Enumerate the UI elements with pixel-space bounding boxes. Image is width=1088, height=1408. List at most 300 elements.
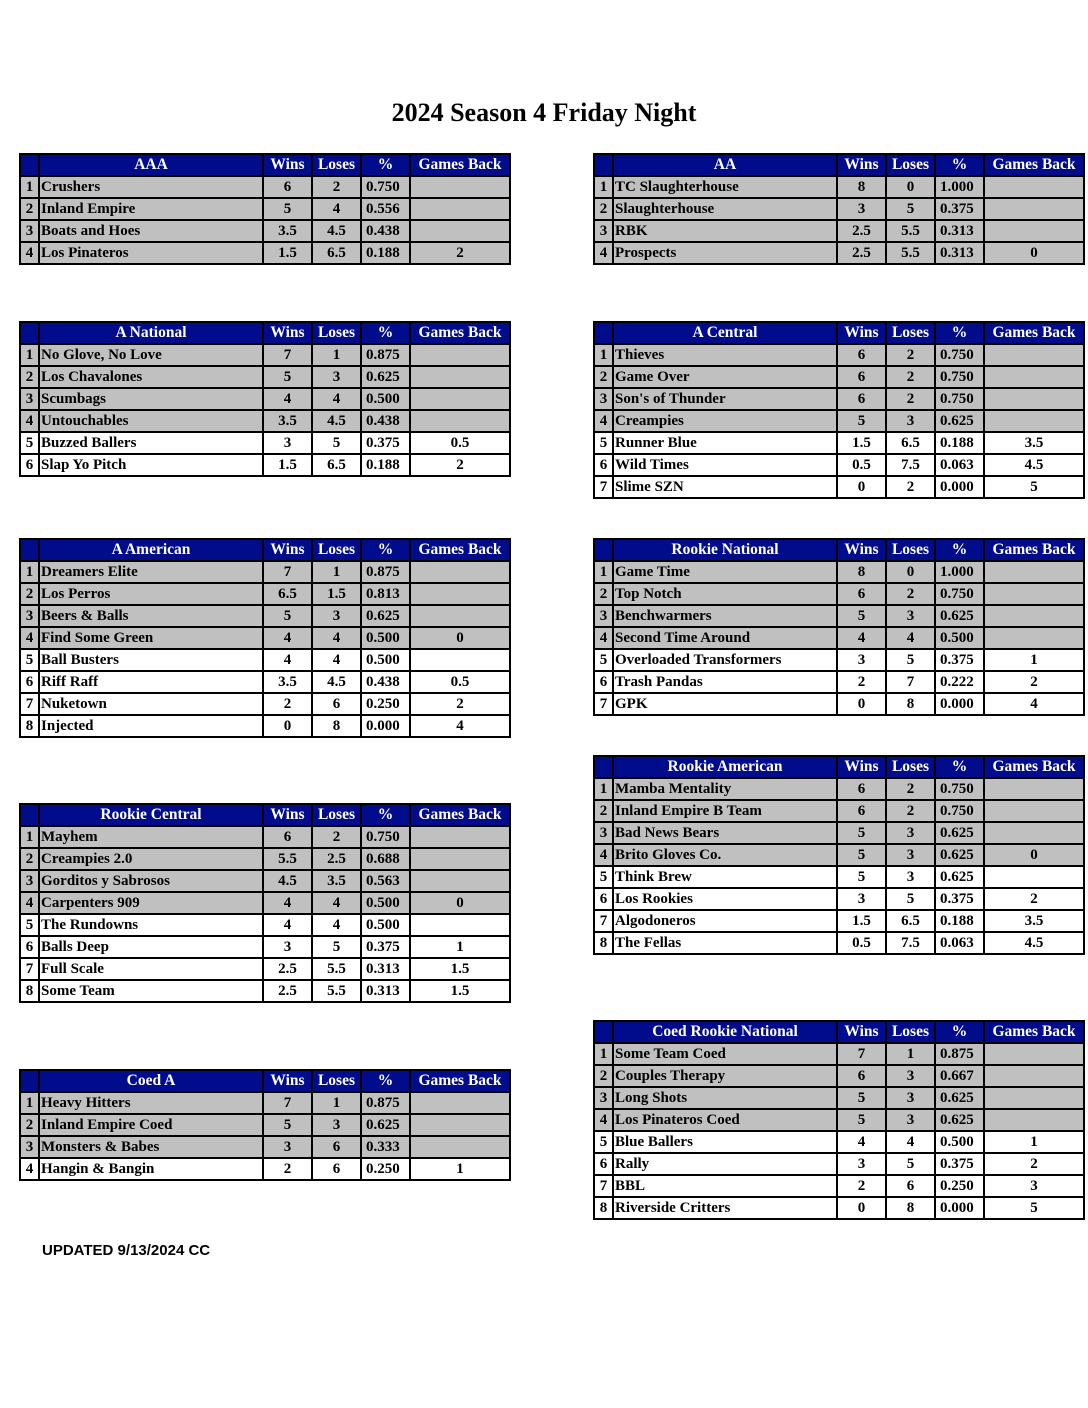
games-back-cell — [984, 176, 1084, 198]
pct-cell: 0.000 — [935, 693, 984, 715]
wins-cell: 2 — [263, 1158, 312, 1180]
table-row — [594, 432, 1084, 454]
wins-cell: 2.5 — [263, 980, 312, 1002]
loses-cell: 5.5 — [312, 958, 361, 980]
wins-cell: 6 — [837, 1065, 886, 1087]
loses-cell: 3 — [886, 410, 935, 432]
table-row — [20, 826, 510, 848]
wins-cell: 5 — [837, 822, 886, 844]
rank-cell: 8 — [20, 980, 39, 1002]
table-row — [594, 388, 1084, 410]
team-name: Game Time — [613, 561, 837, 583]
team-name: Ball Busters — [39, 649, 263, 671]
rank-cell: 5 — [20, 914, 39, 936]
pct-cell: 0.875 — [935, 1043, 984, 1065]
header-pct: % — [361, 1070, 410, 1092]
games-back-cell — [984, 800, 1084, 822]
team-name: Inland Empire B Team — [613, 800, 837, 822]
table-row — [20, 870, 510, 892]
pct-cell: 0.313 — [935, 242, 984, 264]
games-back-cell: 2 — [410, 454, 510, 476]
team-name: Trash Pandas — [613, 671, 837, 693]
games-back-cell — [410, 388, 510, 410]
pct-cell: 0.813 — [361, 583, 410, 605]
loses-cell: 4.5 — [312, 671, 361, 693]
table-row — [594, 583, 1084, 605]
games-back-cell — [410, 410, 510, 432]
header-pct: % — [935, 1021, 984, 1043]
team-name: Heavy Hitters — [39, 1092, 263, 1114]
rank-cell: 6 — [594, 1153, 613, 1175]
wins-cell: 6 — [837, 388, 886, 410]
table-row — [20, 693, 510, 715]
header-rank — [20, 154, 39, 176]
rank-cell: 1 — [594, 561, 613, 583]
pct-cell: 0.688 — [361, 848, 410, 870]
pct-cell: 0.313 — [361, 980, 410, 1002]
team-name: Crushers — [39, 176, 263, 198]
games-back-cell — [984, 1065, 1084, 1087]
team-name: Inland Empire Coed — [39, 1114, 263, 1136]
team-name: Injected — [39, 715, 263, 737]
wins-cell: 2.5 — [837, 242, 886, 264]
wins-cell: 3 — [837, 198, 886, 220]
team-name: Think Brew — [613, 866, 837, 888]
pct-cell: 0.063 — [935, 454, 984, 476]
table-header — [20, 154, 510, 176]
team-name: Slap Yo Pitch — [39, 454, 263, 476]
games-back-cell: 5 — [984, 1197, 1084, 1219]
wins-cell: 0.5 — [837, 454, 886, 476]
division-name: A American — [39, 539, 263, 561]
rank-cell: 5 — [594, 649, 613, 671]
rank-cell: 1 — [20, 826, 39, 848]
games-back-cell — [410, 1114, 510, 1136]
standings-table-rookie-american — [593, 755, 1085, 955]
team-name: RBK — [613, 220, 837, 242]
table-row — [20, 344, 510, 366]
division-name: Rookie National — [613, 539, 837, 561]
table-header — [594, 756, 1084, 778]
team-name: Los Pinateros Coed — [613, 1109, 837, 1131]
pct-cell: 0.625 — [935, 866, 984, 888]
table-row — [594, 932, 1084, 954]
header-wins: Wins — [263, 322, 312, 344]
wins-cell: 7 — [263, 561, 312, 583]
standings-table-a-central — [593, 321, 1085, 499]
games-back-cell — [410, 649, 510, 671]
pct-cell: 0.375 — [935, 888, 984, 910]
table-row — [20, 1136, 510, 1158]
table-row — [594, 198, 1084, 220]
rank-cell: 2 — [594, 800, 613, 822]
pct-cell: 0.875 — [361, 1092, 410, 1114]
wins-cell: 6.5 — [263, 583, 312, 605]
rank-cell: 3 — [594, 605, 613, 627]
games-back-cell: 2 — [984, 888, 1084, 910]
games-back-cell: 0 — [984, 242, 1084, 264]
rank-cell: 2 — [20, 1114, 39, 1136]
pct-cell: 0.222 — [935, 671, 984, 693]
loses-cell: 1 — [886, 1043, 935, 1065]
games-back-cell — [984, 605, 1084, 627]
table-row — [594, 866, 1084, 888]
pct-cell: 0.188 — [935, 910, 984, 932]
pct-cell: 0.750 — [935, 366, 984, 388]
pct-cell: 0.750 — [361, 176, 410, 198]
loses-cell: 3 — [886, 1087, 935, 1109]
pct-cell: 0.667 — [935, 1065, 984, 1087]
games-back-cell — [984, 388, 1084, 410]
wins-cell: 4.5 — [263, 870, 312, 892]
rank-cell: 7 — [594, 910, 613, 932]
pct-cell: 0.556 — [361, 198, 410, 220]
loses-cell: 1 — [312, 561, 361, 583]
team-name: Riverside Critters — [613, 1197, 837, 1219]
pct-cell: 0.625 — [935, 605, 984, 627]
header-loses: Loses — [312, 539, 361, 561]
games-back-cell — [410, 1092, 510, 1114]
pct-cell: 0.500 — [361, 914, 410, 936]
games-back-cell — [984, 410, 1084, 432]
loses-cell: 3 — [312, 366, 361, 388]
games-back-cell: 1 — [410, 1158, 510, 1180]
games-back-cell: 1.5 — [410, 958, 510, 980]
rank-cell: 1 — [20, 561, 39, 583]
games-back-cell — [410, 583, 510, 605]
loses-cell: 4.5 — [312, 220, 361, 242]
rank-cell: 7 — [594, 1175, 613, 1197]
team-name: Brito Gloves Co. — [613, 844, 837, 866]
loses-cell: 4 — [312, 914, 361, 936]
wins-cell: 6 — [837, 366, 886, 388]
rank-cell: 3 — [20, 1136, 39, 1158]
division-name: Rookie Central — [39, 804, 263, 826]
games-back-cell — [410, 826, 510, 848]
table-row — [594, 1109, 1084, 1131]
rank-cell: 4 — [594, 242, 613, 264]
header-pct: % — [361, 322, 410, 344]
games-back-cell: 1.5 — [410, 980, 510, 1002]
header-loses: Loses — [886, 154, 935, 176]
team-name: Mamba Mentality — [613, 778, 837, 800]
rank-cell: 8 — [20, 715, 39, 737]
header-rank — [20, 322, 39, 344]
loses-cell: 2 — [886, 583, 935, 605]
table-row — [594, 844, 1084, 866]
team-name: Los Rookies — [613, 888, 837, 910]
loses-cell: 6.5 — [312, 454, 361, 476]
pct-cell: 0.188 — [361, 454, 410, 476]
header-loses: Loses — [886, 1021, 935, 1043]
games-back-cell — [410, 561, 510, 583]
header-wins: Wins — [263, 154, 312, 176]
rank-cell: 6 — [20, 454, 39, 476]
pct-cell: 0.625 — [361, 1114, 410, 1136]
rank-cell: 3 — [20, 870, 39, 892]
rank-cell: 5 — [594, 866, 613, 888]
table-row — [594, 888, 1084, 910]
team-name: Inland Empire — [39, 198, 263, 220]
team-name: Hangin & Bangin — [39, 1158, 263, 1180]
loses-cell: 4 — [312, 892, 361, 914]
rank-cell: 5 — [20, 432, 39, 454]
team-name: Riff Raff — [39, 671, 263, 693]
rank-cell: 2 — [594, 366, 613, 388]
rank-cell: 1 — [594, 176, 613, 198]
games-back-cell: 4 — [984, 693, 1084, 715]
games-back-cell: 1 — [410, 936, 510, 958]
loses-cell: 6 — [312, 693, 361, 715]
rank-cell: 2 — [594, 583, 613, 605]
team-name: Second Time Around — [613, 627, 837, 649]
games-back-cell — [410, 848, 510, 870]
team-name: Rally — [613, 1153, 837, 1175]
standings-table-aaa — [19, 153, 511, 265]
rank-cell: 2 — [20, 366, 39, 388]
team-name: Untouchables — [39, 410, 263, 432]
rank-cell: 1 — [20, 344, 39, 366]
table-row — [594, 778, 1084, 800]
wins-cell: 3.5 — [263, 220, 312, 242]
rank-cell: 3 — [594, 220, 613, 242]
team-name: Find Some Green — [39, 627, 263, 649]
table-row — [594, 910, 1084, 932]
table-row — [594, 1043, 1084, 1065]
games-back-cell: 3 — [984, 1175, 1084, 1197]
division-name: A Central — [613, 322, 837, 344]
loses-cell: 6.5 — [886, 432, 935, 454]
division-name: AAA — [39, 154, 263, 176]
wins-cell: 1.5 — [837, 432, 886, 454]
games-back-cell: 3.5 — [984, 432, 1084, 454]
pct-cell: 0.625 — [935, 410, 984, 432]
rank-cell: 3 — [594, 822, 613, 844]
wins-cell: 1.5 — [263, 242, 312, 264]
table-row — [20, 220, 510, 242]
table-row — [20, 605, 510, 627]
table-row — [594, 1131, 1084, 1153]
team-name: Creampies — [613, 410, 837, 432]
rank-cell: 3 — [594, 1087, 613, 1109]
games-back-cell: 2 — [984, 1153, 1084, 1175]
table-row — [594, 220, 1084, 242]
header-rank — [594, 756, 613, 778]
wins-cell: 0 — [837, 476, 886, 498]
wins-cell: 1.5 — [837, 910, 886, 932]
rank-cell: 2 — [594, 198, 613, 220]
team-name: Runner Blue — [613, 432, 837, 454]
rank-cell: 1 — [594, 1043, 613, 1065]
rank-cell: 3 — [20, 605, 39, 627]
team-name: Buzzed Ballers — [39, 432, 263, 454]
games-back-cell — [984, 778, 1084, 800]
pct-cell: 0.375 — [361, 936, 410, 958]
table-row — [594, 800, 1084, 822]
loses-cell: 2 — [886, 344, 935, 366]
header-loses: Loses — [312, 804, 361, 826]
table-row — [20, 242, 510, 264]
loses-cell: 5 — [886, 198, 935, 220]
pct-cell: 0.625 — [361, 605, 410, 627]
pct-cell: 0.313 — [361, 958, 410, 980]
games-back-cell: 2 — [410, 242, 510, 264]
loses-cell: 5.5 — [886, 220, 935, 242]
rank-cell: 4 — [594, 410, 613, 432]
games-back-cell — [984, 1109, 1084, 1131]
table-row — [594, 561, 1084, 583]
loses-cell: 2 — [886, 388, 935, 410]
games-back-cell — [984, 220, 1084, 242]
wins-cell: 3 — [837, 888, 886, 910]
games-back-cell: 0.5 — [410, 671, 510, 693]
standings-table-a-american — [19, 538, 511, 738]
rank-cell: 7 — [594, 476, 613, 498]
team-name: Blue Ballers — [613, 1131, 837, 1153]
wins-cell: 5 — [263, 366, 312, 388]
rank-cell: 7 — [20, 693, 39, 715]
pct-cell: 0.500 — [935, 1131, 984, 1153]
loses-cell: 6.5 — [312, 242, 361, 264]
wins-cell: 4 — [263, 388, 312, 410]
table-row — [20, 198, 510, 220]
pct-cell: 0.375 — [935, 649, 984, 671]
rank-cell: 7 — [594, 693, 613, 715]
rank-cell: 7 — [20, 958, 39, 980]
games-back-cell: 0 — [410, 892, 510, 914]
wins-cell: 0 — [263, 715, 312, 737]
wins-cell: 3 — [837, 649, 886, 671]
table-row — [594, 176, 1084, 198]
table-row — [594, 410, 1084, 432]
header-pct: % — [935, 756, 984, 778]
pct-cell: 0.438 — [361, 671, 410, 693]
division-name: A National — [39, 322, 263, 344]
loses-cell: 4 — [886, 627, 935, 649]
header-loses: Loses — [886, 322, 935, 344]
loses-cell: 2 — [312, 176, 361, 198]
header-pct: % — [361, 154, 410, 176]
pct-cell: 0.875 — [361, 561, 410, 583]
pct-cell: 0.750 — [935, 778, 984, 800]
games-back-cell: 0 — [984, 844, 1084, 866]
team-name: No Glove, No Love — [39, 344, 263, 366]
wins-cell: 6 — [837, 800, 886, 822]
wins-cell: 3 — [263, 432, 312, 454]
pct-cell: 0.750 — [935, 388, 984, 410]
wins-cell: 5 — [263, 1114, 312, 1136]
pct-cell: 1.000 — [935, 561, 984, 583]
table-row — [594, 344, 1084, 366]
header-wins: Wins — [263, 1070, 312, 1092]
team-name: Los Perros — [39, 583, 263, 605]
table-row — [20, 715, 510, 737]
wins-cell: 6 — [263, 176, 312, 198]
team-name: Couples Therapy — [613, 1065, 837, 1087]
rank-cell: 5 — [594, 432, 613, 454]
games-back-cell — [984, 344, 1084, 366]
table-row — [20, 388, 510, 410]
pct-cell: 0.333 — [361, 1136, 410, 1158]
pct-cell: 0.250 — [935, 1175, 984, 1197]
header-games-back: Games Back — [410, 539, 510, 561]
table-row — [20, 649, 510, 671]
loses-cell: 7.5 — [886, 454, 935, 476]
table-row — [594, 627, 1084, 649]
games-back-cell: 4.5 — [984, 932, 1084, 954]
loses-cell: 3.5 — [312, 870, 361, 892]
header-wins: Wins — [837, 756, 886, 778]
header-wins: Wins — [837, 539, 886, 561]
table-row — [594, 649, 1084, 671]
team-name: Slaughterhouse — [613, 198, 837, 220]
team-name: GPK — [613, 693, 837, 715]
team-name: Balls Deep — [39, 936, 263, 958]
team-name: Top Notch — [613, 583, 837, 605]
team-name: Mayhem — [39, 826, 263, 848]
rank-cell: 2 — [20, 583, 39, 605]
team-name: Boats and Hoes — [39, 220, 263, 242]
table-row — [594, 671, 1084, 693]
wins-cell: 5 — [837, 866, 886, 888]
loses-cell: 8 — [886, 693, 935, 715]
team-name: Monsters & Babes — [39, 1136, 263, 1158]
header-games-back: Games Back — [410, 1070, 510, 1092]
games-back-cell — [410, 1136, 510, 1158]
rank-cell: 2 — [594, 1065, 613, 1087]
team-name: Scumbags — [39, 388, 263, 410]
loses-cell: 2 — [886, 476, 935, 498]
pct-cell: 0.625 — [361, 366, 410, 388]
games-back-cell: 5 — [984, 476, 1084, 498]
header-rank — [594, 322, 613, 344]
header-games-back: Games Back — [984, 756, 1084, 778]
table-row — [20, 1114, 510, 1136]
games-back-cell — [410, 870, 510, 892]
header-games-back: Games Back — [410, 804, 510, 826]
team-name: Dreamers Elite — [39, 561, 263, 583]
rank-cell: 6 — [594, 671, 613, 693]
loses-cell: 8 — [886, 1197, 935, 1219]
loses-cell: 1 — [312, 344, 361, 366]
games-back-cell: 1 — [984, 649, 1084, 671]
page-title: 2024 Season 4 Friday Night — [391, 98, 697, 127]
header-rank — [594, 1021, 613, 1043]
pct-cell: 0.750 — [361, 826, 410, 848]
team-name: Bad News Bears — [613, 822, 837, 844]
wins-cell: 4 — [263, 914, 312, 936]
loses-cell: 3 — [886, 1109, 935, 1131]
loses-cell: 5 — [312, 432, 361, 454]
wins-cell: 2 — [263, 693, 312, 715]
loses-cell: 0 — [886, 561, 935, 583]
rank-cell: 5 — [20, 649, 39, 671]
header-loses: Loses — [312, 322, 361, 344]
loses-cell: 3 — [886, 844, 935, 866]
table-row — [20, 561, 510, 583]
pct-cell: 0.750 — [935, 344, 984, 366]
pct-cell: 0.625 — [935, 844, 984, 866]
header-rank — [594, 154, 613, 176]
header-pct: % — [935, 154, 984, 176]
wins-cell: 5 — [837, 1109, 886, 1131]
header-wins: Wins — [837, 1021, 886, 1043]
rank-cell: 6 — [594, 454, 613, 476]
wins-cell: 1.5 — [263, 454, 312, 476]
rank-cell: 4 — [594, 627, 613, 649]
rank-cell: 3 — [20, 388, 39, 410]
table-row — [594, 822, 1084, 844]
